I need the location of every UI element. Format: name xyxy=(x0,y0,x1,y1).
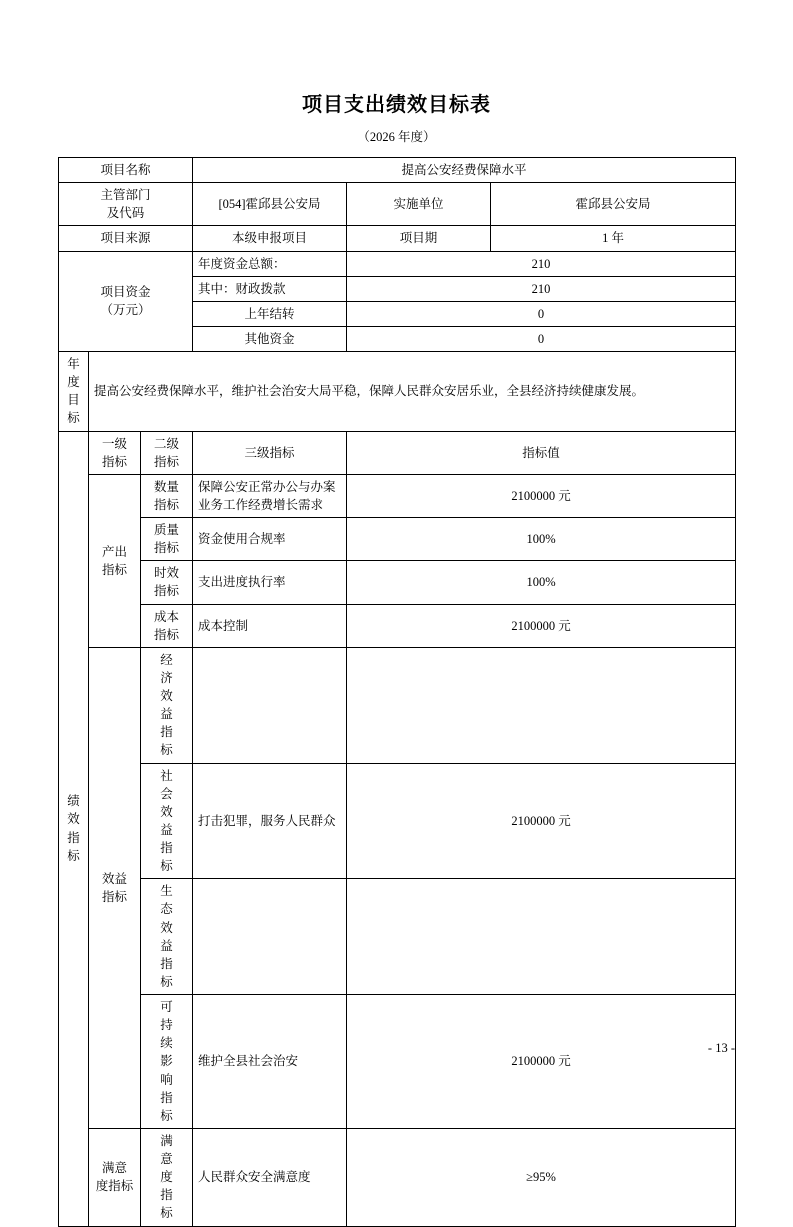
level2-label-char: 满 xyxy=(160,1133,173,1148)
indicator-value: ≥95% xyxy=(347,1128,736,1226)
group-label-output-line2: 指标 xyxy=(101,562,127,577)
project-name-value: 提高公安经费保障水平 xyxy=(193,158,736,183)
level3-text: 维护全县社会治安 xyxy=(193,995,347,1129)
level2-label-char: 响 xyxy=(160,1072,173,1087)
level2-label-char: 标 xyxy=(160,1206,173,1221)
level2-label-vertical xyxy=(141,879,193,995)
annual-goal-label xyxy=(59,352,89,432)
impl-unit-value: 霍邱县公安局 xyxy=(491,183,736,226)
group-label-benefit-line1: 效益 xyxy=(101,871,127,886)
level2-label-char: 生 xyxy=(160,884,173,899)
level2-label-char: 态 xyxy=(160,902,173,917)
level2-label-char: 会 xyxy=(160,786,173,801)
group-label-satisfaction-line2: 度指标 xyxy=(95,1179,134,1194)
group-label-satisfaction-line1: 满意 xyxy=(101,1161,127,1176)
level2-label-char: 标 xyxy=(160,974,173,989)
level2-label-vertical xyxy=(141,647,193,763)
level2-label-line1: 时效 xyxy=(154,566,180,581)
table-row-output-quantity xyxy=(59,474,736,517)
level2-label-line2: 指标 xyxy=(154,584,180,599)
level2-label-char: 标 xyxy=(160,743,173,758)
table-row-benefit-economic xyxy=(59,647,736,763)
project-period-value: 1 年 xyxy=(491,226,736,251)
indicator-value: 100% xyxy=(347,518,736,561)
funds-row-value: 210 xyxy=(347,276,736,301)
funds-row-name: 其他资金 xyxy=(193,326,347,351)
col-header-value: 指标值 xyxy=(347,431,736,474)
level2-label-char: 益 xyxy=(160,938,173,953)
group-label-output-line1: 产出 xyxy=(101,544,127,559)
col-header-level2-line2: 指标 xyxy=(154,454,180,469)
group-label-satisfaction xyxy=(89,1128,141,1226)
level2-label-char: 经 xyxy=(160,652,173,667)
indicator-value xyxy=(347,647,736,763)
col-header-level3: 三级指标 xyxy=(193,431,347,474)
performance-target-table xyxy=(58,157,736,1227)
project-source-label: 项目来源 xyxy=(59,226,193,251)
level3-text: 支出进度执行率 xyxy=(193,561,347,604)
level2-label-line2: 指标 xyxy=(154,497,180,512)
department-label-line1: 主管部门 xyxy=(100,188,151,203)
level2-label-line1: 成本 xyxy=(154,609,180,624)
table-row-benefit-sustainable xyxy=(59,995,736,1129)
funds-label-line1: 项目资金 xyxy=(100,285,151,300)
level3-text: 人民群众安全满意度 xyxy=(193,1128,347,1226)
funds-row-name: 上年结转 xyxy=(193,301,347,326)
annual-goal-label-char: 目 xyxy=(67,393,80,408)
project-name-label: 项目名称 xyxy=(59,158,193,183)
level3-text: 打击犯罪，服务人民群众 xyxy=(193,763,347,879)
col-header-level1 xyxy=(89,431,141,474)
table-row-output-cost xyxy=(59,604,736,647)
table-row-benefit-ecological xyxy=(59,879,736,995)
level2-label-line2: 指标 xyxy=(154,541,180,556)
perf-side-label-char: 指 xyxy=(67,830,80,845)
level2-label-line2: 指标 xyxy=(154,627,180,642)
level3-text xyxy=(193,647,347,763)
level2-label xyxy=(141,474,193,517)
level2-label-char: 标 xyxy=(160,859,173,874)
level2-label-char: 济 xyxy=(160,670,173,685)
level2-label-char: 益 xyxy=(160,707,173,722)
level2-label-char: 效 xyxy=(160,689,173,703)
table-row-output-timeliness xyxy=(59,561,736,604)
indicator-value xyxy=(347,879,736,995)
funds-row-value: 210 xyxy=(347,251,736,276)
group-label-output xyxy=(89,474,141,647)
indicator-value: 2100000 元 xyxy=(347,474,736,517)
col-header-level1-line2: 指标 xyxy=(101,454,127,469)
level2-label xyxy=(141,518,193,561)
level2-label-char: 度 xyxy=(160,1170,173,1185)
level2-label-char: 效 xyxy=(160,920,173,935)
table-row-output-quality xyxy=(59,518,736,561)
level2-label-vertical xyxy=(141,763,193,879)
annual-goal-label-char: 标 xyxy=(67,411,80,426)
perf-side-label xyxy=(59,431,89,1226)
annual-goal-label-char: 年 xyxy=(67,357,80,371)
level2-label-char: 指 xyxy=(160,841,173,855)
annual-goal-text: 提高公安经费保障水平，维护社会治安大局平稳，保障人民群众安居乐业，全县经济持续健康发展。 xyxy=(89,352,736,432)
page-title: 项目支出绩效目标表 xyxy=(302,94,491,116)
perf-side-label-char: 标 xyxy=(67,848,80,863)
group-label-benefit xyxy=(89,647,141,1128)
level3-text: 保障公安正常办公与办案业务工作经费增长需求 xyxy=(193,474,347,517)
indicator-value: 2100000 元 xyxy=(347,995,736,1129)
indicator-value: 2100000 元 xyxy=(347,604,736,647)
level2-label-char: 可 xyxy=(160,1000,173,1014)
funds-row-name: 年度资金总额： xyxy=(193,251,347,276)
level2-label-char: 影 xyxy=(160,1054,173,1069)
level2-label-char: 指 xyxy=(160,725,173,740)
table-row-project-source xyxy=(59,226,736,251)
level2-label-char: 意 xyxy=(160,1152,173,1166)
department-label-line2: 及代码 xyxy=(106,206,145,221)
col-header-level1-line1: 一级 xyxy=(101,436,127,451)
level2-label xyxy=(141,604,193,647)
col-header-level2 xyxy=(141,431,193,474)
level2-label-char: 效 xyxy=(160,804,173,819)
project-source-value: 本级申报项目 xyxy=(193,226,347,251)
funds-label-line2: （万元） xyxy=(100,303,151,318)
table-row-perf-header xyxy=(59,431,736,474)
level2-label-char: 标 xyxy=(160,1108,173,1123)
level3-text: 成本控制 xyxy=(193,604,347,647)
level2-label-vertical xyxy=(141,1128,193,1226)
col-header-level2-line1: 二级 xyxy=(154,436,180,451)
funds-row-value: 0 xyxy=(347,301,736,326)
funds-row-name: 其中：财政拨款 xyxy=(193,276,347,301)
level3-text xyxy=(193,879,347,995)
level3-text: 资金使用合规率 xyxy=(193,518,347,561)
table-row-funds-total xyxy=(59,251,736,276)
table-row-department xyxy=(59,183,736,226)
annual-goal-label-char: 度 xyxy=(67,375,80,390)
level2-label xyxy=(141,561,193,604)
level2-label-char: 指 xyxy=(160,1090,173,1105)
project-period-label: 项目期 xyxy=(347,226,491,251)
page-subtitle: （2026 年度） xyxy=(357,130,436,144)
indicator-value: 2100000 元 xyxy=(347,763,736,879)
level2-label-char: 续 xyxy=(160,1036,173,1051)
department-value: [054]霍邱县公安局 xyxy=(193,183,347,226)
impl-unit-label: 实施单位 xyxy=(347,183,491,226)
table-row-satisfaction xyxy=(59,1128,736,1226)
level2-label-vertical xyxy=(141,995,193,1129)
table-row-project-name xyxy=(59,158,736,183)
level2-label-char: 指 xyxy=(160,956,173,971)
department-label xyxy=(59,183,193,226)
table-row-annual-goal xyxy=(59,352,736,432)
level2-label-char: 持 xyxy=(160,1018,173,1033)
perf-side-label-char: 绩 xyxy=(67,794,80,809)
table-row-benefit-social xyxy=(59,763,736,879)
group-label-benefit-line2: 指标 xyxy=(101,889,127,904)
funds-label xyxy=(59,251,193,352)
level2-label-char: 益 xyxy=(160,822,173,837)
level2-label-char: 指 xyxy=(160,1188,173,1203)
level2-label-char: 社 xyxy=(160,768,173,783)
funds-row-value: 0 xyxy=(347,326,736,351)
perf-side-label-char: 效 xyxy=(67,812,80,827)
level2-label-line1: 数量 xyxy=(154,479,180,494)
level2-label-line1: 质量 xyxy=(154,523,180,537)
page-number: - 13 - xyxy=(707,1041,735,1055)
indicator-value: 100% xyxy=(347,561,736,604)
